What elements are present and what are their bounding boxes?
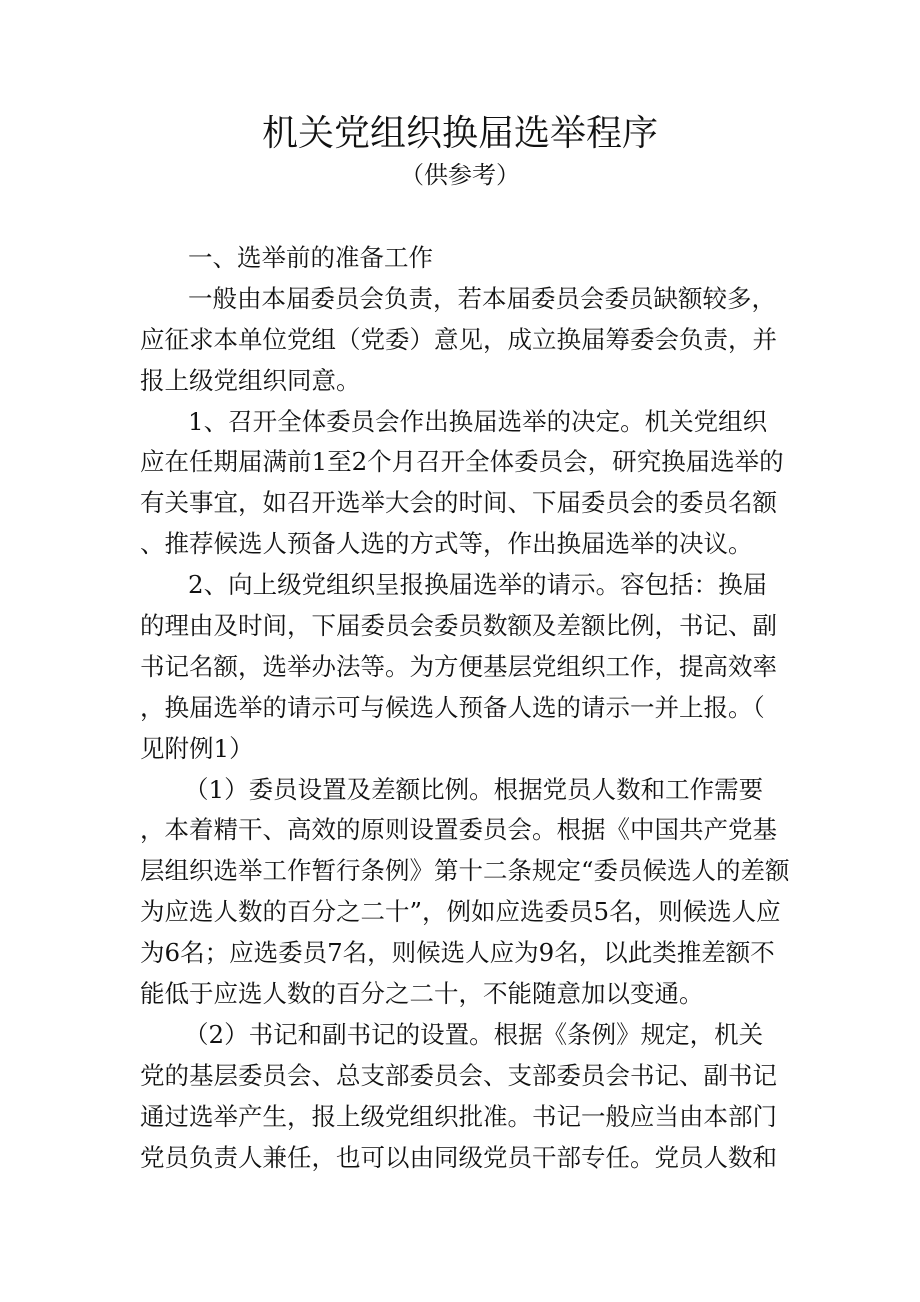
document-line: 通过选举产生，报上级党组织批准。书记一般应当由本部门 [140,1101,777,1131]
document-body [140,238,790,1178]
document-line: 能低于应选人数的百分之二十，不能随意加以变通。 [140,979,704,1009]
document-line: 为应选人数的百分之二十”，例如应选委员5名，则候选人应 [140,897,781,927]
document-subtitle: （供参考） [400,161,520,189]
document-line: （2）书记和副书记的设置。根据《条例》规定，机关 [184,1019,764,1049]
document-line: 应在任期届满前1至2个月召开全体委员会，研究换届选举的 [140,447,784,477]
document-line: 见附例1） [140,733,254,763]
document-line: 为6名；应选委员7名，则候选人应为9名，以此类推差额不 [140,938,775,968]
document-line: 一、选举前的准备工作 [188,243,433,272]
document-line: 党的基层委员会、总支部委员会、支部委员会书记、副书记 [140,1060,777,1090]
document-title: 机关党组织换届选举程序 [261,113,658,154]
document-line: 党员负责人兼任，也可以由同级党员干部专任。党员人数和 [140,1142,777,1172]
document-line: 书记名额，选举办法等。为方便基层党组织工作，提高效率 [140,651,777,681]
document-line: 2、向上级党组织呈报换届选举的请示。容包括：换届 [188,570,768,600]
document-line: 报上级党组织同意。 [140,365,361,395]
document-line: 1、召开全体委员会作出换届选举的决定。机关党组织 [188,406,768,436]
document-line: 、推荐候选人预备人选的方式等，作出换届选举的决议。 [140,529,753,559]
document-line: ，换届选举的请示可与候选人预备人选的请示一并上报。（ [140,692,765,722]
document-line: （1）委员设置及差额比例。根据党员人数和工作需要 [184,774,764,804]
document-line: ，本着精干、高效的原则设置委员会。根据《中国共产党基 [140,815,777,845]
document-line: 层组织选举工作暂行条例》第十二条规定“委员候选人的差额 [140,856,790,886]
document-line: 的理由及时间，下届委员会委员数额及差额比例，书记、副 [140,611,777,641]
document-line: 一般由本届委员会负责，若本届委员会委员缺额较多， [188,283,776,313]
document-line: 有关事宜，如召开选举大会的时间、下届委员会的委员名额 [140,488,777,518]
document-line: 应征求本单位党组（党委）意见，成立换届筹委会负责，并 [140,324,777,354]
